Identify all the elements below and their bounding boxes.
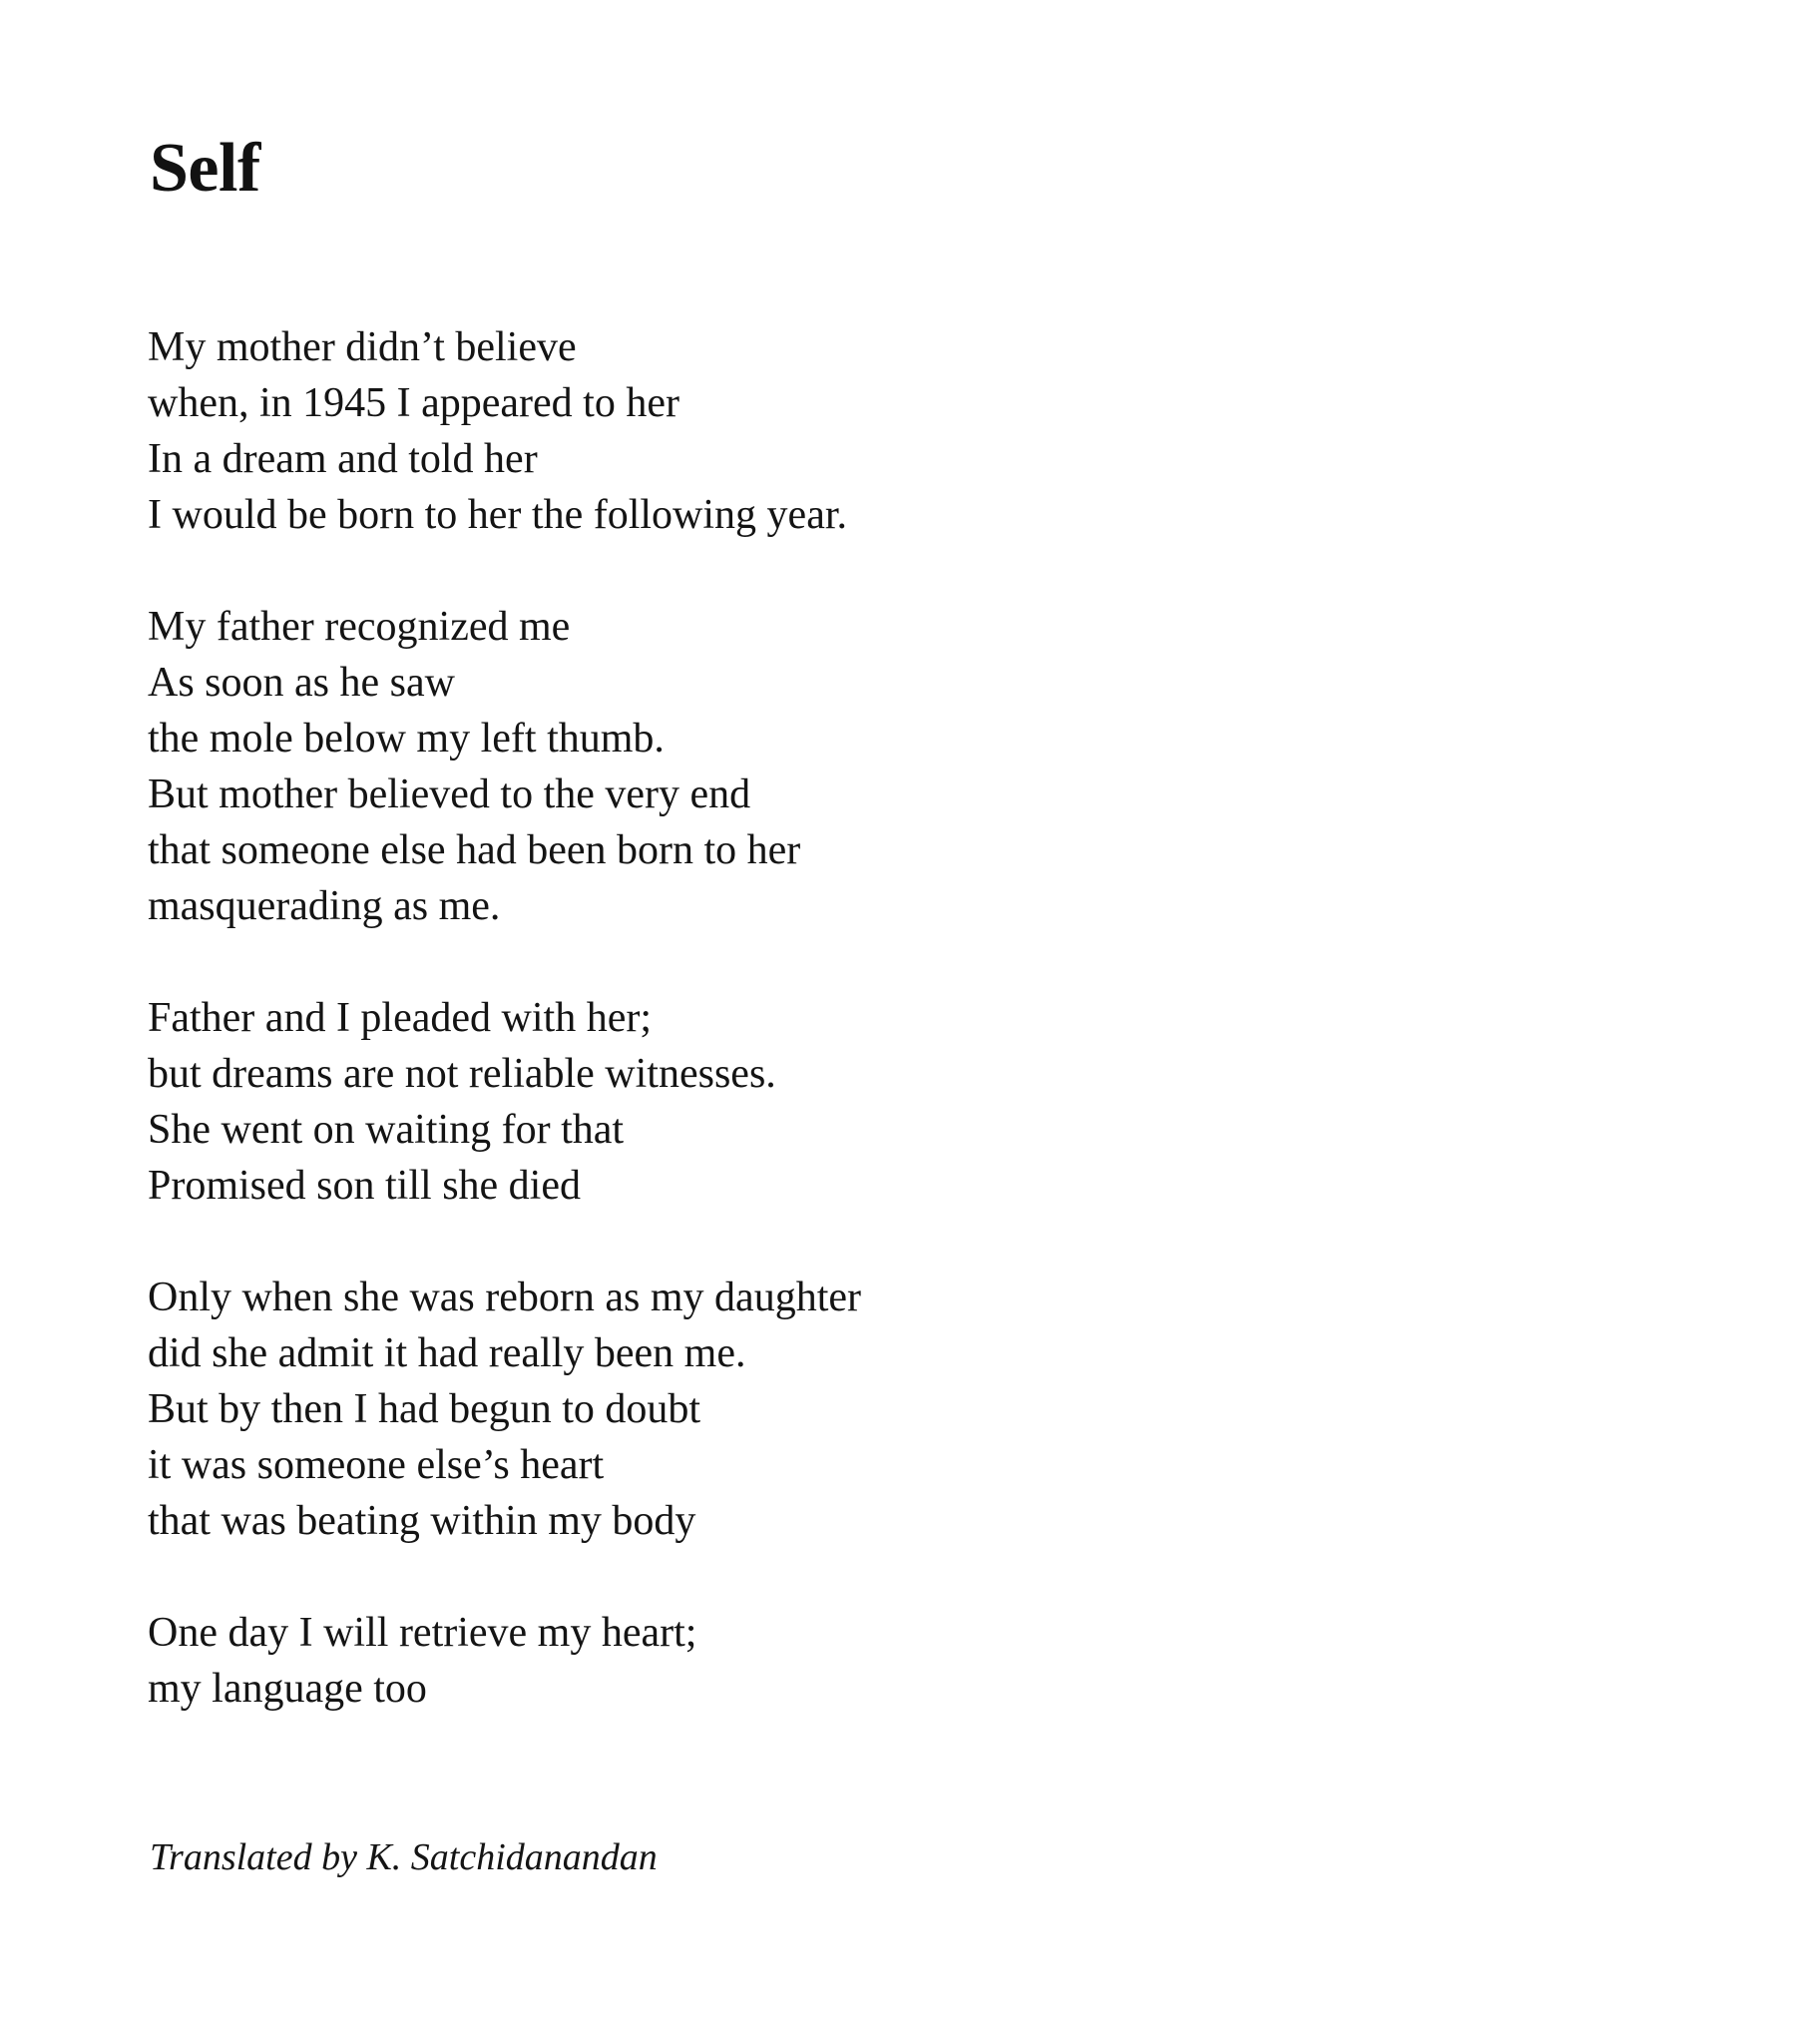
stanza [148, 990, 861, 1214]
poem-line: I would be born to her the following year. [148, 492, 847, 538]
poem-line: masquerading as me. [148, 883, 501, 929]
poem-line: One day I will retrieve my heart; [148, 1610, 697, 1656]
stanza [148, 1605, 861, 1717]
poem-line: Father and I pleaded with her; [148, 995, 652, 1041]
poem-line: Promised son till she died [148, 1163, 581, 1209]
poem-line: Only when she was reborn as my daughter [148, 1275, 861, 1320]
poem-line: when, in 1945 I appeared to her [148, 380, 679, 426]
poem-line: that someone else had been born to her [148, 827, 801, 873]
poem-line: She went on waiting for that [148, 1107, 625, 1153]
poem-line: But by then I had begun to doubt [148, 1386, 701, 1432]
stanza [148, 1270, 861, 1549]
poem [148, 319, 861, 1773]
poem-line: that was beating within my body [148, 1498, 696, 1544]
translator-credit: Translated by K. Satchidanandan [150, 1836, 658, 1878]
poem-line: the mole below my left thumb. [148, 716, 665, 762]
poem-line: In a dream and told her [148, 436, 538, 482]
poem-line: As soon as he saw [148, 660, 455, 706]
poem-title: Self [150, 130, 260, 207]
poem-line: My mother didn’t believe [148, 324, 577, 370]
poem-line: it was someone else’s heart [148, 1442, 605, 1488]
poem-line: but dreams are not reliable witnesses. [148, 1051, 776, 1097]
poem-line: But mother believed to the very end [148, 771, 751, 817]
poem-line: my language too [148, 1666, 427, 1712]
poem-line: did she admit it had really been me. [148, 1330, 746, 1376]
stanza [148, 599, 861, 934]
poem-line: My father recognized me [148, 604, 571, 650]
stanza [148, 319, 861, 543]
